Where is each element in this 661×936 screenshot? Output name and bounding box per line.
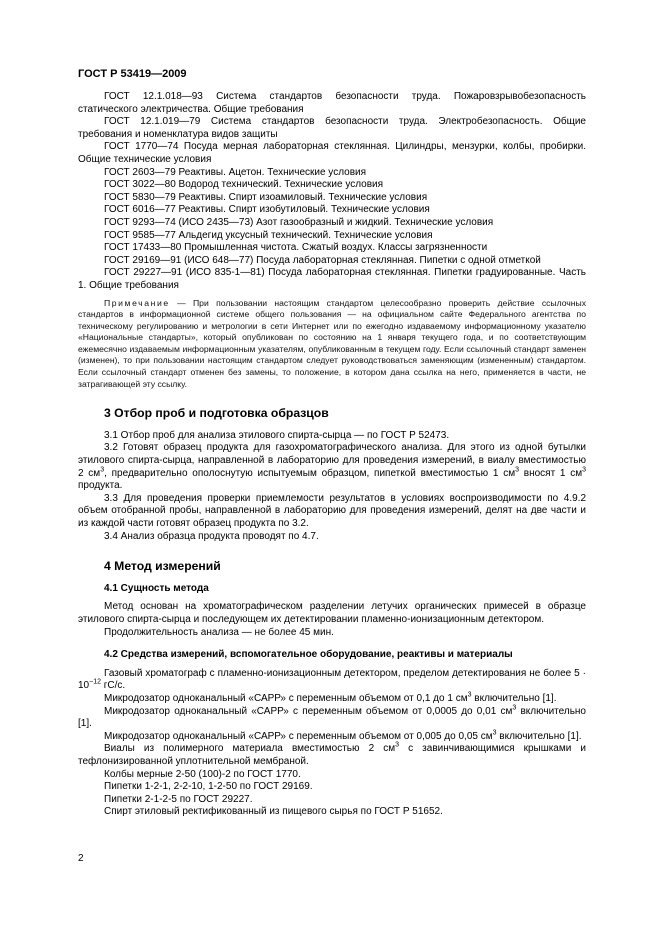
normative-references xyxy=(78,91,586,293)
section-3-heading: 3 Отбор проб и подготовка образцов xyxy=(104,406,329,421)
analysis-duration: Продолжительность анализа — не более 45 мин. xyxy=(104,626,334,638)
ref-item: ГОСТ 5830—79 Реактивы. Спирт изоамиловый. Технические условия xyxy=(104,191,428,203)
ref-item: ГОСТ 1770—74 Посуда мерная лабораторная стеклянная. Цилиндры, мензурки, колбы, пробирки. Общие технические условия xyxy=(78,141,586,165)
ref-item: ГОСТ 9585—77 Альдегид уксусный технический. Технические условия xyxy=(104,229,433,241)
ref-item: ГОСТ 12.1.018—93 Система стандартов безопасности труда. Пожаровзрывобезопасность статического электричества. Общие требования xyxy=(78,91,586,115)
equipment-pipettes-2: Пипетки 2-1-2-5 по ГОСТ 29227. xyxy=(104,793,253,805)
clause-3-4: 3.4 Анализ образца продукта проводят по 4.7. xyxy=(104,530,319,542)
ref-item: ГОСТ 29169—91 (ИСО 648—77) Посуда лабораторная стеклянная. Пипетки с одной отметкой xyxy=(104,254,541,266)
page-header: ГОСТ Р 53419—2009 xyxy=(78,68,187,80)
equipment-flasks: Колбы мерные 2-50 (100)-2 по ГОСТ 1770. xyxy=(104,768,301,780)
reference-note xyxy=(78,298,586,391)
equipment-vials: Виалы из полимерного материала вместимостью 2 $см^3$ с завинчивающимися крышками и тефлонизированной уплотнительной мембраной. xyxy=(78,741,587,767)
subsection-4-1-heading: 4.1 Сущность метода xyxy=(104,582,209,594)
subsection-4-2-heading: 4.2 Средства измерений, вспомогательное оборудование, реактивы и материалы xyxy=(104,649,513,661)
document-body xyxy=(78,91,586,819)
section-4-heading: 4 Метод измерений xyxy=(104,559,221,574)
reagent-ethanol: Спирт этиловый ректификованный из пищевого сырья по ГОСТ Р 51652. xyxy=(104,806,443,818)
method-principle: Метод основан на хроматографическом разделении летучих органических примесей в образце этилового спирта-сырца и последующем их детектировании пламенно-ионизационным детектором. xyxy=(78,601,586,625)
ref-item: ГОСТ 2603—79 Реактивы. Ацетон. Технические условия xyxy=(104,166,367,178)
equipment-microdoser-1: Микродозатор одноканальный «САРР» с переменным объемом от 0,1 до 1 $см^3$ включительно [1]. xyxy=(104,691,557,704)
equipment-microdoser-2: Микродозатор одноканальный «САРР» с переменным объемом от 0,0005 до 0,01 $см^3$ включительно [1]. xyxy=(78,704,586,730)
clause-3-1: 3.1 Отбор проб для анализа этилового спирта-сырца — по ГОСТ Р 52473. xyxy=(104,429,450,441)
note-text: — При пользовании настоящим стандартом целесообразно проверить действие ссылочных стандартов в информационной системе общего пользования — на официальном сайте Федерального агентства по техническому регулированию и метрологии в сети Интернет или по ежегодно издаваемому информационному указателю «Национальные стандарты», который опубликован по состоянию на 1 января текущего года, и по соответствующим ежемесячно издаваемым информационным указателям, опубликованным в текущем году. Если ссылочный стандарт заменен (изменен), то при пользовании настоящим стандартом следует руководствоваться заменяющим (измененным) стандартом. Если ссылочный стандарт отменен без замены, то положение, в котором дана ссылка на него, применяется в части, не затрагивающей эту ссылку. xyxy=(78,297,586,389)
note-label: Примечание xyxy=(104,297,170,308)
equipment-pipettes-1: Пипетки 1-2-1, 2-2-10, 1-2-50 по ГОСТ 29169. xyxy=(104,781,313,793)
ref-item: ГОСТ 6016—77 Реактивы. Спирт изобутиловый. Технические условия xyxy=(104,204,430,216)
ref-item: ГОСТ 17433—80 Промышленная чистота. Сжатый воздух. Классы загрязненности xyxy=(104,242,488,254)
equipment-microdoser-3: Микродозатор одноканальный «САРР» с переменным объемом от 0,005 до 0,05 $см^3$ включительно [1]. xyxy=(104,729,582,742)
ref-item: ГОСТ 3022—80 Водород технический. Технические условия xyxy=(104,179,384,191)
ref-item: ГОСТ 29227—91 (ИСО 835-1—81) Посуда лабораторная стеклянная. Пипетки градуированные. Часть 1. Общие требования xyxy=(78,267,586,291)
clause-3-2: 3.2 Готовят образец продукта для газохроматографического анализа. Для этого из одной бутылки этилового спирта-сырца, направленной в лабораторию для проведения измерений, в виалу вместимостью 2 $см^3$, предварительно ополоснутую испытуемым образцом, пипеткой вместимостью 1 $см^3$ вносят 1 $см^3$ продукта. xyxy=(78,442,586,492)
clause-3-3: 3.3 Для проведения проверки приемлемости результатов в условиях воспроизводимости по 4.9.2 объем отобранной пробы, направленной в лабораторию для проведения измерений, делят на две части и из каждой части готовят образец продукта по 3.2. xyxy=(78,492,586,529)
page-number: 2 xyxy=(78,853,84,864)
ref-item: ГОСТ 12.1.019—79 Система стандартов безопасности труда. Электробезопасность. Общие требования и номенклатура видов защиты xyxy=(78,116,586,140)
equipment-gc: Газовый хроматограф с пламенно-ионизационным детектором, пределом детектирования не более $5 \cdot 10^{-12}$ гС/с. xyxy=(78,667,586,692)
ref-item: ГОСТ 9293—74 (ИСО 2435—73) Азот газообразный и жидкий. Технические условия xyxy=(104,216,494,228)
